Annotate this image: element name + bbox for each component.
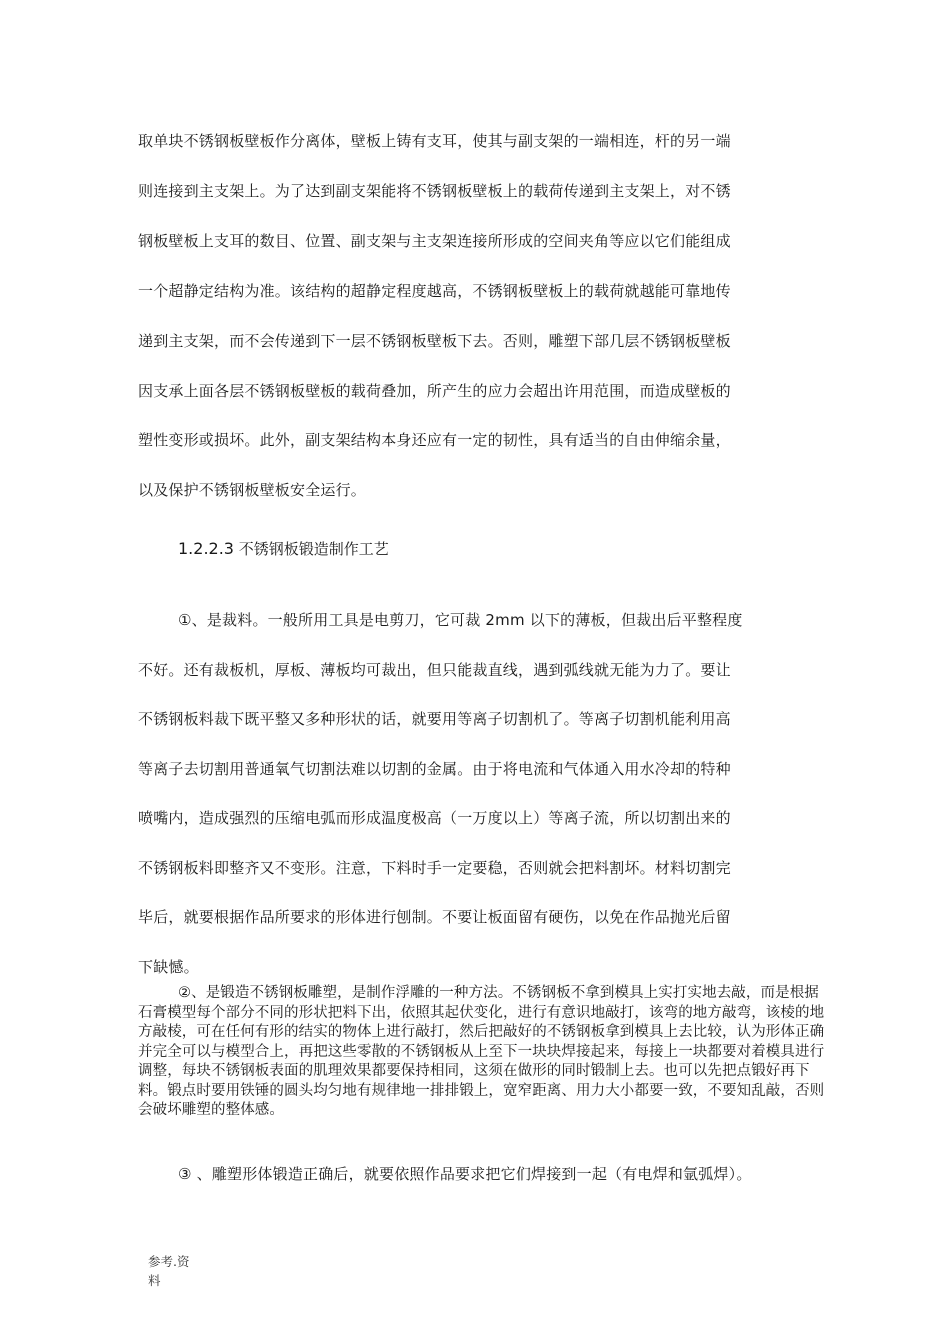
footer-line-1: 参考.资 bbox=[148, 1254, 190, 1269]
paragraph-2-line: ①、是裁料。一般所用工具是电剪刀，它可裁 2mm 以下的薄板，但裁出后平整程度 bbox=[178, 611, 743, 629]
paragraph-1-line: 则连接到主支架上。为了达到副支架能将不锈钢板壁板上的载荷传递到主支架上，对不锈 bbox=[138, 182, 731, 200]
page-footer bbox=[148, 1252, 208, 1290]
paragraph-1-line: 因支承上面各层不锈钢板壁板的载荷叠加，所产生的应力会超出许用范围，而造成壁板的 bbox=[138, 382, 731, 400]
paragraph-2-line: 等离子去切割用普通氧气切割法难以切割的金属。由于将电流和气体通入用水冷却的特种 bbox=[138, 760, 731, 778]
paragraph-3: ②、是锻造不锈钢板雕塑，是制作浮雕的一种方法。不锈钢板不拿到模具上实打实地去敲，而是根据石膏模型每个部分不同的形状把料下出，依照其起伏变化，进行有意识地敲打，该弯的地方敲弯，该棱的地方敲棱，可在任何有形的结实的物体上进行敲打，然后把敲好的不锈钢板拿到模具上去比较，认为形体正确并完全可以与模型合上，再把这些零散的不锈钢板从上至下一块块焊接起来，每接上一块都要对着模具进行调整，每块不锈钢板表面的肌理效果都要保持相同，这须在做形的同时锻制上去。也可以先把点锻好再下料。锻点时要用铁锤的圆头均匀地有规律地一排排锻上，宽窄距离、用力大小都要一致，不要知乱敲，否则会破坏雕塑的整体感。 bbox=[138, 985, 825, 1118]
paragraph-1-line: 塑性变形或损坏。此外，副支架结构本身还应有一定的韧性，具有适当的自由伸缩余量， bbox=[138, 431, 731, 449]
paragraph-1-line: 以及保护不锈钢板壁板安全运行。 bbox=[138, 481, 367, 499]
paragraph-1-line: 钢板壁板上支耳的数目、位置、副支架与主支架连接所形成的空间夹角等应以它们能组成 bbox=[138, 232, 731, 250]
paragraph-2-line: 喷嘴内，造成强烈的压缩电弧而形成温度极高（一万度以上）等离子流，所以切割出来的 bbox=[138, 809, 731, 827]
section-number: 1.2.2.3 bbox=[178, 539, 234, 558]
section-heading bbox=[178, 539, 389, 559]
paragraph-1-line: 递到主支架，而不会传递到下一层不锈钢板壁板下去。否则，雕塑下部几层不锈钢板壁板 bbox=[138, 332, 731, 350]
paragraph-1-line: 一个超静定结构为准。该结构的超静定程度越高，不锈钢板壁板上的载荷就越能可靠地传 bbox=[138, 282, 731, 300]
section-title: 不锈钢板锻造制作工艺 bbox=[238, 540, 389, 558]
paragraph-1-line: 取单块不锈钢板壁板作分离体，壁板上铸有支耳，使其与副支架的一端相连，杆的另一端 bbox=[138, 132, 731, 150]
paragraph-2-line: 不好。还有裁板机，厚板、薄板均可裁出，但只能裁直线，遇到弧线就无能为力了。要让 bbox=[138, 661, 731, 679]
paragraph-2-line: 不锈钢板料裁下既平整又多种形状的话，就要用等离子切割机了。等离子切割机能利用高 bbox=[138, 710, 731, 728]
paragraph-4: ③ 、雕塑形体锻造正确后，就要依照作品要求把它们焊接到一起（有电焊和氩弧焊）。 bbox=[178, 1165, 752, 1183]
paragraph-2-line: 不锈钢板料即整齐又不变形。注意，下料时手一定要稳，否则就会把料割坏。材料切割完 bbox=[138, 859, 731, 877]
paragraph-2-line: 毕后，就要根据作品所要求的形体进行刨制。不要让板面留有硬伤，以免在作品抛光后留 bbox=[138, 908, 731, 926]
footer-line-2: 料 bbox=[148, 1273, 161, 1288]
paragraph-2-line: 下缺憾。 bbox=[138, 958, 199, 976]
